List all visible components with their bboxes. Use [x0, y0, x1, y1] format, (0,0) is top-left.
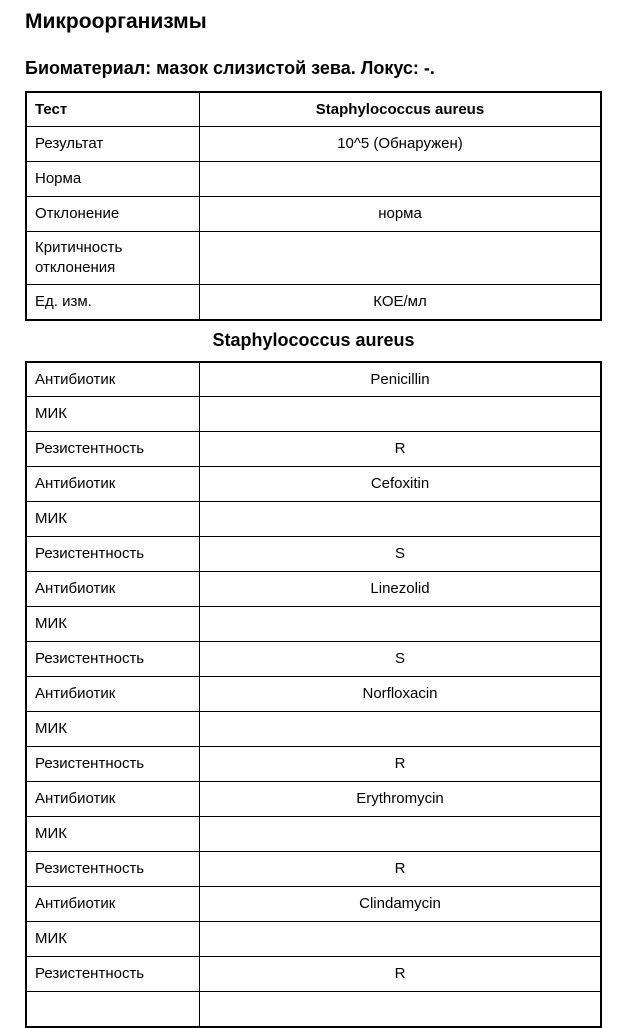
- row-label: Резистентность: [26, 852, 200, 887]
- table-row: [26, 127, 601, 162]
- table-row: [26, 285, 601, 320]
- row-value: Cefoxitin: [200, 467, 602, 502]
- table-row: [26, 162, 601, 197]
- table-row: [26, 607, 601, 642]
- row-label: [26, 992, 200, 1027]
- antibiogram-table: [25, 361, 602, 1028]
- page-title: Микроорганизмы: [25, 10, 207, 33]
- report-page: [0, 9, 627, 1028]
- row-label: Антибиотик: [26, 782, 200, 817]
- table-row: [26, 992, 601, 1027]
- row-value: Norfloxacin: [200, 677, 602, 712]
- row-label: МИК: [26, 712, 200, 747]
- row-value: S: [200, 642, 602, 677]
- table-row: [26, 397, 601, 432]
- row-value: Linezolid: [200, 572, 602, 607]
- row-label: Тест: [26, 92, 200, 127]
- table-row: [26, 537, 601, 572]
- table-row: [26, 852, 601, 887]
- row-label: Резистентность: [26, 432, 200, 467]
- row-value: [200, 162, 602, 197]
- table-row: [26, 712, 601, 747]
- row-label: Критичность отклонения: [26, 232, 200, 285]
- row-value: R: [200, 957, 602, 992]
- table-row: [26, 782, 601, 817]
- row-label: Антибиотик: [26, 677, 200, 712]
- row-value: КОЕ/мл: [200, 285, 602, 320]
- table-row: [26, 747, 601, 782]
- row-value: R: [200, 432, 602, 467]
- row-label: Антибиотик: [26, 572, 200, 607]
- row-label: МИК: [26, 502, 200, 537]
- row-value: R: [200, 852, 602, 887]
- table-row: [26, 817, 601, 852]
- row-value: 10^5 (Обнаружен): [200, 127, 602, 162]
- row-label: Антибиотик: [26, 467, 200, 502]
- row-label: МИК: [26, 817, 200, 852]
- row-value: S: [200, 537, 602, 572]
- table-row: [26, 232, 601, 285]
- table-row: [26, 572, 601, 607]
- row-value: Erythromycin: [200, 782, 602, 817]
- row-label: Антибиотик: [26, 887, 200, 922]
- row-label: Результат: [26, 127, 200, 162]
- row-label: МИК: [26, 397, 200, 432]
- table-row: [26, 922, 601, 957]
- row-label: Резистентность: [26, 747, 200, 782]
- row-label: Антибиотик: [26, 362, 200, 397]
- row-value: норма: [200, 197, 602, 232]
- row-label: Резистентность: [26, 642, 200, 677]
- row-value: R: [200, 747, 602, 782]
- row-label: МИК: [26, 607, 200, 642]
- table-row: [26, 197, 601, 232]
- row-value: Penicillin: [200, 362, 602, 397]
- table-row: [26, 467, 601, 502]
- row-value: [200, 397, 602, 432]
- row-value: [200, 992, 602, 1027]
- table-header-row: [26, 92, 601, 127]
- row-value: [200, 607, 602, 642]
- row-value: [200, 817, 602, 852]
- test-results-table: [25, 91, 602, 321]
- table-row: [26, 677, 601, 712]
- row-value: Clindamycin: [200, 887, 602, 922]
- row-value: [200, 232, 602, 285]
- row-label: Резистентность: [26, 537, 200, 572]
- organism-heading: Staphylococcus aureus: [212, 329, 415, 350]
- table-row: [26, 957, 601, 992]
- row-value: [200, 922, 602, 957]
- table-row: [26, 502, 601, 537]
- row-value: [200, 712, 602, 747]
- table-row: [26, 432, 601, 467]
- row-value: [200, 502, 602, 537]
- row-value: Staphylococcus aureus: [200, 92, 602, 127]
- row-label: Норма: [26, 162, 200, 197]
- biomaterial-subtitle: Биоматериал: мазок слизистой зева. Локус: -.: [25, 58, 435, 79]
- table-row: [26, 887, 601, 922]
- table-row: [26, 362, 601, 397]
- row-label: Отклонение: [26, 197, 200, 232]
- table-row: [26, 642, 601, 677]
- row-label: МИК: [26, 922, 200, 957]
- row-label: Ед. изм.: [26, 285, 200, 320]
- row-label: Резистентность: [26, 957, 200, 992]
